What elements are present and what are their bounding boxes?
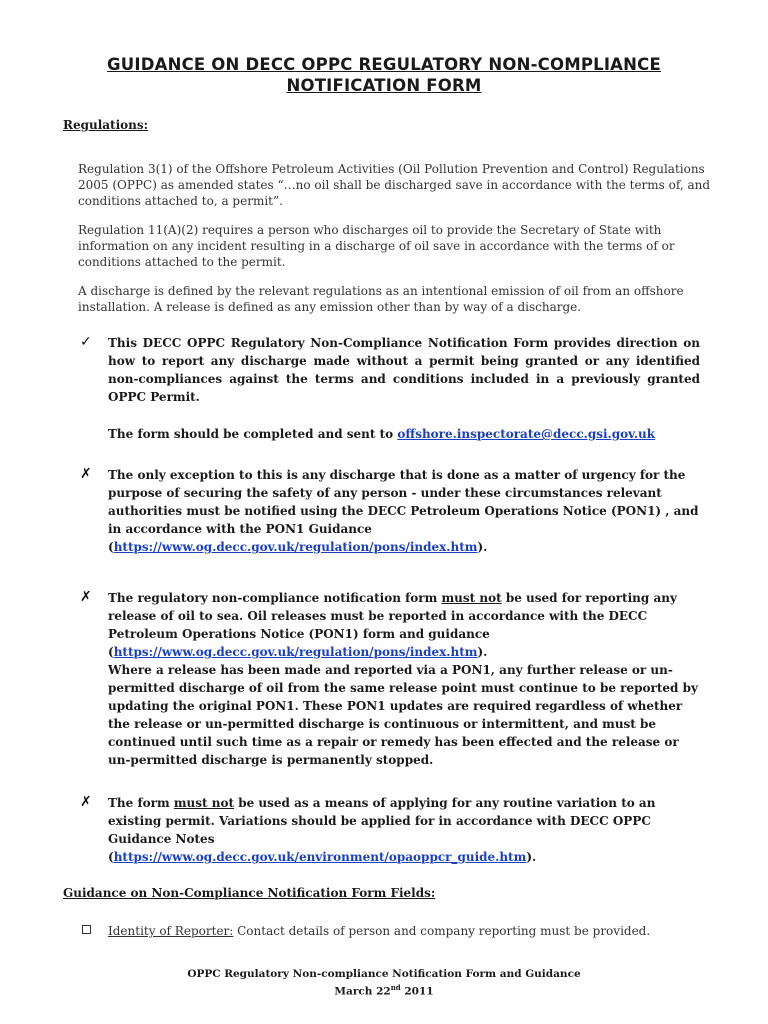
regulations-heading-colon: : (143, 118, 149, 132)
page-footer (0, 968, 768, 999)
submission-prefix: The form should be completed and sent to (108, 427, 398, 441)
bullet-urgency-exception (80, 466, 720, 556)
title-line-1: GUIDANCE ON DECC OPPC REGULATORY NON-COMPLIANCE (107, 55, 661, 74)
cross-mark-icon: ✗ (80, 589, 92, 605)
paren-close: ). (477, 645, 488, 659)
cross-mark-icon: ✗ (80, 466, 92, 482)
discharge-definition-paragraph: A discharge is defined by the relevant regulations as an intentional emission of oil from an offshore installation. A release is defined as any emission other than by way of a discharge. (78, 284, 684, 314)
guidance-fields-heading: Guidance on Non-Compliance Notification Form Fields: (63, 886, 436, 900)
paren-open: ( (108, 540, 114, 554)
footer-date (0, 981, 768, 999)
page-title (0, 54, 768, 96)
regulation-11-paragraph: Regulation 11(A)(2) requires a person who discharges oil to provide the Secretary of State with information on any incident resulting in a discharge of oil save in accordance with the terms of or conditions attached to the permit. (78, 223, 675, 269)
opaoppcr-guide-link[interactable]: https://www.og.decc.gov.uk/environment/opaoppcr_guide.htm (113, 850, 527, 864)
routine-variation-text (108, 794, 700, 848)
pon1-update-text: Where a release has been made and reported via a PON1, any further release or un-permitted discharge of oil from the same release point must continue to be reported by updating the original PON1. These PON1 updates are required regardless of whether the release or un-permitted discharge is continuous or intermittent, and must be continued until such time as a repair or remedy has been effected and the release or un-permitted discharge is permanently stopped. (108, 663, 698, 767)
must-not-emphasis: must not (173, 796, 235, 810)
oil-release-text-a: The regulatory non-compliance notification form (108, 591, 442, 605)
identity-description: Contact details of person and company reporting must be provided. (233, 924, 651, 938)
regulation-3-paragraph: Regulation 3(1) of the Offshore Petroleum Activities (Oil Pollution Prevention and Control) Regulations 2005 (OPPC) as amended states “…no oil shall be discharged save in accordance with the terms of, and conditions attached to, a permit”. (78, 162, 711, 208)
paren-close: ). (526, 850, 537, 864)
paren-close: ). (477, 540, 488, 554)
checkmark-icon: ✓ (80, 334, 92, 350)
square-bullet-icon (82, 925, 91, 934)
oil-release-text-b: be used for reporting any release of oil to sea. Oil releases must be reported in accordance with the DECC Petroleum Operations Notice (PON1) form and guidance (108, 591, 677, 641)
guidance-notes-link-line (108, 848, 700, 866)
oil-release-text (108, 589, 700, 643)
pon1-link-line (108, 643, 700, 661)
urgency-exception-text: The only exception to this is any discharge that is done as a matter of urgency for the purpose of securing the safety of any person - under these circumstances relevant authorities must be notified using the DECC Petroleum Operations Notice (PON1) , and in accordance with the PON1 Guidance (108, 468, 699, 536)
identity-item-text (108, 922, 700, 940)
inspectorate-email-link[interactable]: offshore.inspectorate@decc.gsi.gov.uk (397, 427, 656, 441)
bullet-form-purpose (80, 334, 720, 443)
must-not-emphasis: must not (441, 591, 502, 605)
paren-open: ( (108, 850, 114, 864)
regulations-heading (63, 118, 148, 132)
pon1-link-line (108, 538, 700, 556)
regulations-heading-text: Regulations (63, 118, 144, 132)
variation-text-a: The form (108, 796, 174, 810)
bullet-oil-release (80, 589, 720, 769)
footer-date-b: 2011 (400, 985, 434, 998)
guidance-item-identity (80, 922, 720, 940)
footer-date-a: March 22 (334, 985, 391, 998)
identity-label: Identity of Reporter: (108, 924, 234, 938)
pon1-guidance-link[interactable]: https://www.og.decc.gov.uk/regulation/pons/index.htm (113, 540, 478, 554)
variation-text-b: be used as a means of applying for any routine variation to an existing permit. Variations should be applied for in accordance with DECC OPPC Guidance Notes (108, 796, 656, 846)
paren-open: ( (108, 645, 114, 659)
pon1-release-link[interactable]: https://www.og.decc.gov.uk/regulation/pons/index.htm (113, 645, 478, 659)
form-submission-line (108, 425, 700, 443)
cross-mark-icon: ✗ (80, 794, 92, 810)
bullet-routine-variation (80, 794, 720, 866)
footer-title: OPPC Regulatory Non-compliance Notification Form and Guidance (187, 968, 581, 980)
title-line-2: NOTIFICATION FORM (286, 76, 482, 95)
form-purpose-text: This DECC OPPC Regulatory Non-Compliance Notification Form provides direction on how to report any discharge made without a permit being granted or any identified non-compliances against the terms and conditions included in a previously granted OPPC Permit. (108, 336, 700, 404)
footer-date-sup: nd (390, 983, 401, 992)
